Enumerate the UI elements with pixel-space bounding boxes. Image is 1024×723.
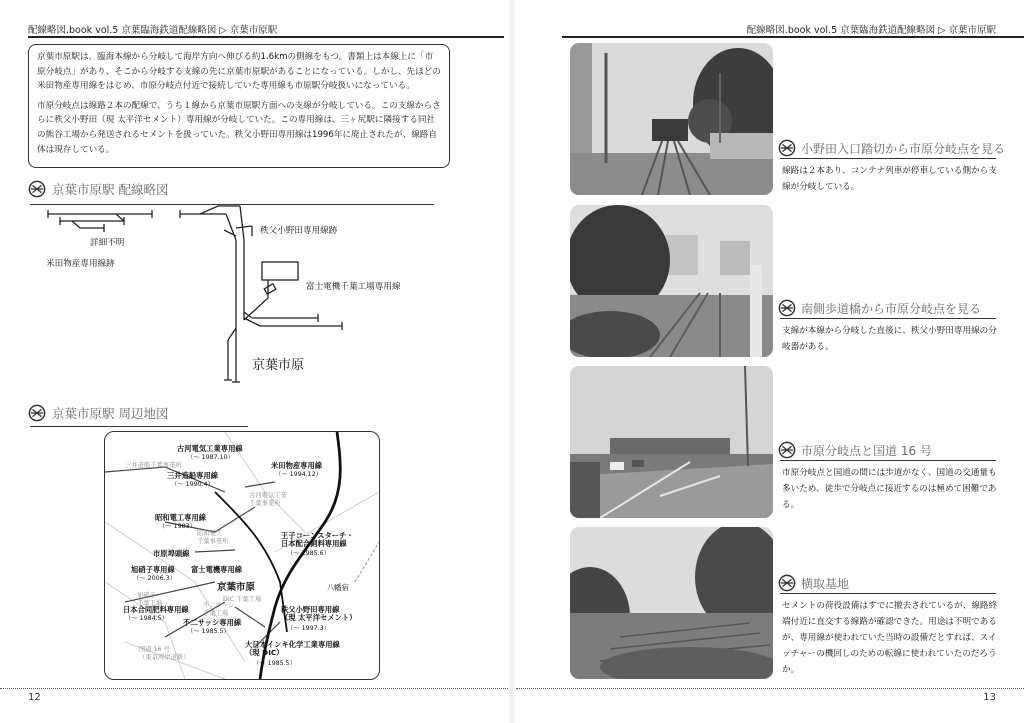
map-label-keiyo-ichihara: 京葉市原 — [217, 582, 256, 593]
header-rule-left — [28, 36, 504, 38]
map-label-fuji-sash-gray: 不二サッシ 千葉工場 — [203, 602, 235, 617]
footer-rule-right — [516, 688, 1024, 689]
map-label-showa-date: （～ 1983） — [159, 523, 196, 530]
map-label-showa-gray: 昭和電工 千葉事業所 — [197, 530, 229, 545]
photo3-title: 市原分岐点と国道 16 号 — [801, 443, 932, 458]
page-number-left: 12 — [28, 692, 41, 703]
railway-logo-icon — [778, 441, 796, 459]
map-label-showa: 昭和電工専用線 — [155, 513, 207, 522]
page-number-right: 13 — [983, 692, 996, 703]
track-switch — [244, 318, 260, 326]
spur-line — [228, 328, 236, 340]
photo1-rule — [780, 158, 996, 159]
track-switch — [72, 221, 80, 228]
map-label-yawatajuku: 八幡宿 — [327, 583, 349, 592]
map-label-route16: 国道 16 号 （東京湾岸道路） — [139, 646, 190, 661]
map-label-dic-gray: DIC 千葉工場 — [223, 596, 262, 603]
running-header-right: 配線略図.book vol.5 京葉臨海鉄道配線略図 ▷ 京葉市原駅 — [746, 25, 996, 36]
label-fuji-siding: 富士電機千葉工場専用線 — [306, 282, 401, 292]
photo4-title: 横取基地 — [801, 576, 850, 591]
map-label-nissan-date: （～ 1984.5） — [125, 615, 168, 622]
main-line — [226, 214, 236, 240]
photo4-caption: セメントの荷役設備はすでに撤去されているが、線路終端付近に直交する線路が確認できた。用途は不明であるが、専用線が使われていた当時の設備だとすれば、スイッチャーの機回しのための転線に使われていたのだろうか。 — [782, 601, 998, 675]
photo4-heading — [778, 574, 849, 592]
label-station: 京葉市原 — [252, 358, 305, 373]
siding-line — [195, 550, 235, 552]
running-header-left: 配線略図.book vol.5 京葉臨海鉄道配線略図 ▷ 京葉市原駅 — [28, 25, 278, 36]
map-label-dainippon-date: （～ 1985.5） — [253, 660, 296, 667]
map-label-yoneda: 米田物産専用線 — [271, 461, 323, 470]
area-map-title: 京葉市原駅 周辺地図 — [52, 406, 169, 421]
area-map-rule — [30, 426, 248, 427]
railway-logo-icon — [778, 574, 796, 592]
photo1-heading — [778, 139, 1005, 157]
map-label-yoneda-date: （～ 1994.12） — [275, 471, 322, 478]
map-label-dainippon: 大日本インキ化学工業専用線 （現 DIC） — [245, 640, 340, 657]
railway-logo-icon — [28, 180, 46, 198]
railway-logo-icon — [778, 139, 796, 157]
map-label-fuji-denki: 富士電機専用線 — [191, 565, 243, 574]
railway-logo-icon — [28, 404, 46, 422]
spur-line — [244, 298, 268, 320]
photo3-caption: 市原分岐点と国道の間には歩道がなく、国道の交通量も多いため、徒歩で分岐点に接近するのは極めて困難である。 — [782, 468, 997, 510]
photo2-rule — [780, 318, 996, 319]
spur-line — [236, 226, 252, 228]
factory-building — [262, 262, 298, 280]
map-label-asahi: 旭硝子専用線 — [131, 565, 175, 574]
map-label-chichibu: 秩父小野田専用線 （現 太平洋セメント） — [281, 605, 357, 622]
track-switch — [200, 206, 218, 214]
photo2-heading — [778, 299, 981, 317]
photo-footbridge-view — [570, 205, 773, 357]
track-switch — [116, 214, 124, 221]
map-label-asahi-date: （～ 2006.3） — [133, 575, 176, 582]
map-label-asahi-gray: 旭硝子 千葉工場 — [137, 592, 163, 607]
railway-logo-icon — [778, 299, 796, 317]
loading-platform — [264, 284, 276, 294]
map-label-fuji-sash-date: （～ 1985.5） — [187, 628, 230, 635]
map-label-nissan: 日本合同肥料専用線 — [123, 605, 189, 614]
jr-line — [355, 542, 379, 582]
map-label-oji-date: （～ 1985.6） — [287, 550, 330, 557]
photo4-rule — [780, 593, 996, 594]
photo3-heading — [778, 441, 932, 459]
spur-line — [224, 230, 236, 236]
main-line — [240, 206, 244, 240]
photo-crossing-view — [570, 43, 773, 195]
track-diagram-title: 京葉市原駅 配線略図 — [52, 182, 169, 197]
map-label-fuji-sash: 不二サッシ専用線 — [183, 618, 242, 627]
label-yoneda-siding: 米田物産専用線跡 — [46, 259, 115, 269]
area-map — [104, 431, 380, 680]
footer-rule-left — [0, 688, 508, 689]
map-label-ichihara-wharf: 市原埠頭線 — [153, 549, 190, 558]
map-label-furukawa-date: （～ 1987.10） — [187, 454, 234, 461]
photo2-title: 南側歩道橋から市原分岐点を見る — [801, 301, 982, 316]
intro-paragraph-1: 京葉市原駅は、臨海本線から分岐して海岸方向へ伸びる約1.6kmの側線をもつ。書類上は本線上に「市原分岐点」があり、そこから分岐する支線の先に京葉市原駅があることになっている。しかし、先ほどの米田物産専用線をはじめ、市原分岐点付近で接続していた専用線も市原駅分岐扱いになっている。 — [37, 52, 441, 92]
photo-siding-base-view — [570, 527, 773, 679]
map-label-chichibu-date: （～ 1997.3） — [287, 625, 330, 632]
intro-textbox — [28, 44, 450, 168]
label-chichibu-siding: 秩父小野田専用線跡 — [260, 226, 338, 236]
map-label-mitsui: 三井造船専用線 — [167, 471, 219, 480]
track-diagram-heading — [28, 180, 168, 198]
area-map-heading — [28, 404, 168, 422]
header-rule-right — [562, 36, 1024, 38]
photo1-caption: 線路は２本あり、コンテナ列車が停車している側から支線が分岐している。 — [782, 166, 997, 192]
map-label-furukawa-gray: 古河電気工業 千葉事業所 — [249, 492, 287, 507]
photo1-title: 小野田入口踏切から市原分岐点を見る — [801, 141, 1006, 156]
label-unknown-detail: 詳細不明 — [90, 238, 125, 248]
photo3-rule — [780, 460, 996, 461]
intro-paragraph-2: 市原分岐点は線路２本の配線で、うち１線から京葉市原駅方面への支線が分岐している。この支線からさらに秩父小野田（現 太平洋セメント）専用線が分岐していた。この専用線は、三ヶ尻駅に隣接する同社の熊谷工場から発送されるセメントを扱っていた。秩父小野田専用線は1996年に廃止されたが、線路自体は現存している。 — [37, 100, 441, 155]
map-label-oji: 王子コーンスターチ・ 日本配合飼料専用線 — [281, 531, 354, 548]
map-label-furukawa: 古河電気工業専用線 — [177, 444, 243, 453]
map-label-mitsui-gray: 三井造船千葉事業所 — [125, 462, 182, 469]
photo-route16-view — [570, 366, 773, 518]
map-label-mitsui-date: （～ 1990.4） — [171, 481, 214, 488]
siding-line — [245, 482, 275, 487]
photo2-caption: 支線が本線から分岐した直後に、秩父小野田専用線の分岐器がある。 — [782, 326, 997, 352]
